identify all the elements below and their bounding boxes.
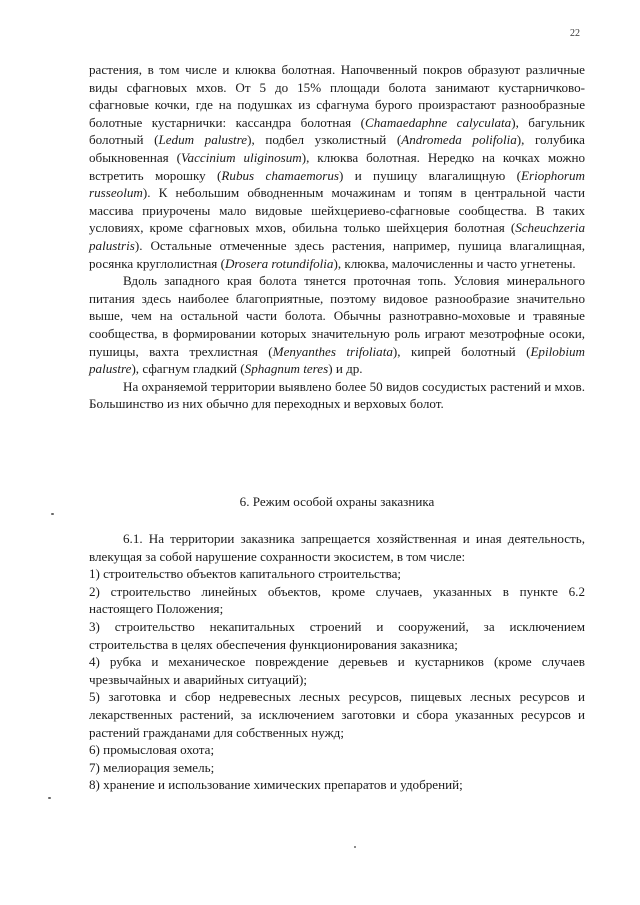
latin-species-name: Sphagnum teres xyxy=(244,361,329,377)
list-item: 6) промысловая охота; xyxy=(89,742,215,758)
scan-speck xyxy=(354,846,356,848)
section-heading: 6. Режим особой охраны заказника xyxy=(239,494,435,509)
text-run: ), кипрей болотный ( xyxy=(392,343,531,359)
latin-species-name: Menyanthes trifoliata xyxy=(272,343,393,359)
latin-species-name: Drosera rotundifolia xyxy=(224,255,334,271)
regime-lead-paragraph: 6.1. На территории заказника запрещается хозяйственная и иная деятельность, влекущая за собой нарушение сохранности экосистем, в том числе: xyxy=(89,531,585,564)
text-run: ), клюква, малочисленны и часто угнетены. xyxy=(333,255,576,271)
text-run: Вдоль западного края болота тянется проточная топь. Условия минерального питания здесь наиболее благоприятные, поэтому видовое разнообразие значительно выше, чем на остальной части болота. Обычны разнотравно-моховые и травяные сообщества, в формировании которых значительную роль играют мезотрофные осоки, пушицы, вахта трехлистная ( xyxy=(89,273,585,359)
paragraph-wetland-vegetation xyxy=(89,61,585,272)
text-run: ) и пушицу влагалищную ( xyxy=(338,167,521,183)
list-item: 5) заготовка и сбор недревесных лесных ресурсов, пищевых лесных ресурсов и лекарственных растений, за исключением заготовки и сбора указанных ресурсов и растений гражданами для собственных нужд; xyxy=(89,689,585,740)
latin-species-name: Ledum palustre xyxy=(158,132,248,148)
latin-species-name: Rubus chamaemorus xyxy=(221,167,339,183)
latin-species-name: Scheuchzeria palustris xyxy=(89,220,585,253)
list-item: 2) строительство линейных объектов, кроме случаев, указанных в пункте 6.2 настоящего Положения; xyxy=(89,583,585,617)
latin-species-name: Eriophorum russeolum xyxy=(89,167,585,201)
list-item: 1) строительство объектов капитального строительства; xyxy=(89,566,402,582)
text-run: ) и др. xyxy=(328,361,363,377)
list-item: 7) мелиорация земель; xyxy=(89,759,215,775)
scan-speck xyxy=(51,513,54,515)
text-run: ), голубика обыкновенная ( xyxy=(89,132,585,165)
text-run: ). К небольшим обводненным мочажинам и топям в центральной части массива приурочены мало видовые шейхцериево-сфагновые сообщества. В таких условиях, кроме сфагновых мхов, обильна только шейхцерия болотная ( xyxy=(89,185,585,236)
intro-text xyxy=(89,61,585,413)
text-run: ), сфагнум гладкий ( xyxy=(131,361,245,377)
text-run: ). Остальные отмеченные здесь растения, например, пушица влагалищная, росянка круглолистная ( xyxy=(89,237,585,271)
page-number: 22 xyxy=(570,28,580,39)
text-run: ), клюква болотная. Нередко на кочках можно встретить морошку ( xyxy=(89,149,586,183)
paragraph-western-fen xyxy=(89,272,585,378)
text-run: На охраняемой территории выявлено более 50 видов сосудистых растений и мхов. Большинство из них обычно для переходных и верховых болот. xyxy=(89,378,585,412)
latin-species-name: Andromeda polifolia xyxy=(401,132,517,148)
text-run: ), подбел узколистный ( xyxy=(247,132,402,148)
latin-species-name: Chamaedaphne calyculata xyxy=(365,114,512,130)
list-item: 3) строительство некапитальных строений и сооружений, за исключением строительства в целях обеспечения функционирования заказника; xyxy=(89,618,585,652)
list-item: 8) хранение и использование химических препаратов и удобрений; xyxy=(89,777,463,793)
list-item: 4) рубка и механическое повреждение деревьев и кустарников (кроме случаев чрезвычайных и аварийных ситуаций); xyxy=(89,654,585,687)
text-run: растения, в том числе и клюква болотная. Напочвенный покров образуют различные виды сфагновых мхов. От 5 до 15% площади болота занимают кустарничково-сфагновые кочки, где на подушках из сфагнума бурого произрастают разнообразные болотные кустарнички: кассандра болотная ( xyxy=(89,62,585,130)
latin-species-name: Vaccinium uliginosum xyxy=(181,149,302,165)
scan-speck xyxy=(48,797,51,799)
paragraph-species-count xyxy=(89,378,585,413)
latin-species-name: Epilobium palustre xyxy=(89,343,585,377)
protection-regime-text xyxy=(89,530,585,794)
text-run: ), багульник болотный ( xyxy=(89,114,585,148)
